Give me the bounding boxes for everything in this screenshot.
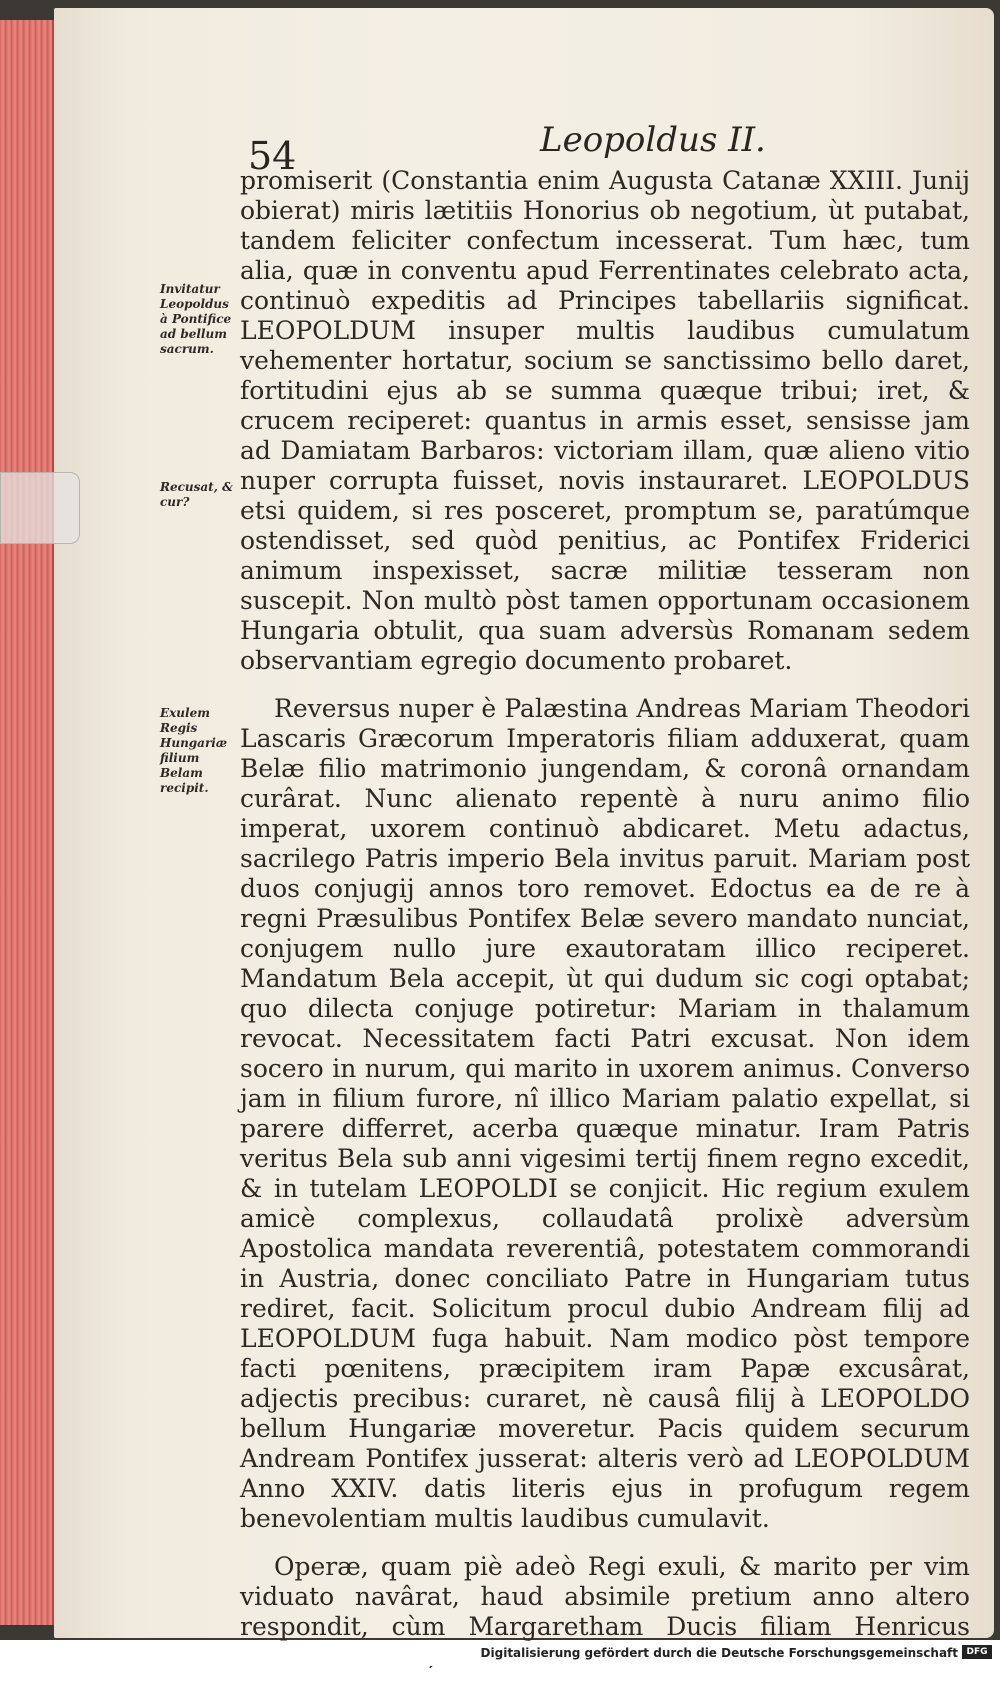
margin-note: Invitatur Leopoldus à Pontifice ad bellum sacrum. bbox=[160, 282, 232, 356]
paragraph: Reversus nuper è Palæstina Andreas Mariam Theodori Lascaris Græcorum Imperatoris filiam adduxerat, quam Belæ filio matrimonio jungendam, & coronâ ornandam curârat. Nunc alienato repentè à nuru animo filio imperat, uxorem continuò abdicaret. Metu adactus, sacrilego Patris imperio Bela invitus paruit. Mariam post duos conjugij annos toro removet. Edoctus ea de re à regni Præsulibus Pontifex Belæ severo mandato nunciat, conjugem nullo jure exautoratam illico reciperet. Mandatum Bela accepit, ùt qui dudum sic cogi optabat; quo dilecta conjuge potiretur: Mariam in thalamum revocat. Necessitatem facti Patri excusat. Non idem socero in nurum, qui marito in uxorem animus. Converso jam in filium furore, nî illico Mariam palatio expellat, si parere differret, acerba quæque minatur. Iram Patris veritus Bela sub anni vigesimi tertij finem regno excedit, & in tutelam LEOPOLDI se conjicit. Hic regium exulem amicè complexus, collaudatâ prolixè adversùm Apostolica mandata reverentiâ, potestatem commorandi in Austria, donec conciliato Patre in Hungariam tutus rediret, facit. Solicitum procul dubio Andream filij ad LEOPOLDUM fuga habuit. Nam modico pòst tempore facti pœnitens, præcipitem iram Papæ excusârat, adjectis precibus: curaret, nè causâ filij à LEOPOLDO bellum Hungariæ moveretur. Pacis quidem securum Andream Pontifex jusserat: alteris verò ad LEOPOLDUM Anno XXIV. datis literis ejus in profugum regem benevolentiam multis laudibus cumulavit. bbox=[240, 694, 970, 1533]
running-title: Leopoldus II. bbox=[540, 120, 766, 160]
margin-note: Recusat, & cur? bbox=[160, 480, 233, 509]
margin-note: Exulem Regis Hungariæ filium Belam recipit. bbox=[160, 706, 228, 795]
footer bbox=[0, 1642, 1000, 1666]
page-number: 54 bbox=[248, 134, 297, 178]
paragraph: Operæ, quam piè adeò Regi exuli, & marito per vim viduato navârat, haud absimile pretium anno altero respondit, cùm Margaretham Ducis filiam Henricus bbox=[240, 1552, 970, 1641]
body-text bbox=[240, 166, 970, 1690]
page-edge bbox=[0, 20, 54, 1625]
page-marker-tab bbox=[0, 472, 80, 544]
dfg-logo-icon: DFG bbox=[962, 1645, 992, 1659]
paragraph: promiserit (Constantia enim Augusta Catanæ XXIII. Junij obierat) miris lætitiis Honorius ob negotium, ùt putabat, tandem feliciter confectum incesserat. Tum hæc, tum alia, quæ in conventu apud Ferrentinates celebrato acta, continuò expeditis ad Principes tabellariis significat. LEOPOLDUM insuper multis laudibus cumulatum vehementer hortatur, socium se sanctissimo bello daret, fortitudini ejus ab se summa quæque tribui; iret, & crucem reciperet: quantus in armis esset, sensisse jam ad Damiatam Barbaros: victoriam illam, quæ alieno vitio nuper corrupta fuisset, novis instauraret. LEOPOLDUS etsi quidem, si res posceret, promptum se, paratúmque ostendisset, sed quòd penitius, ac Pontifex Friderici animum inspexisset, sacræ militiæ tesseram non suscepit. Non multò pòst tamen opportunam occasionem Hungaria obtulit, qua suam adversùs Romanam sedem observantiam egregio documento probaret. bbox=[240, 166, 970, 675]
footer-credit: Digitalisierung gefördert durch die Deutsche Forschungsgemeinschaft bbox=[480, 1646, 958, 1660]
